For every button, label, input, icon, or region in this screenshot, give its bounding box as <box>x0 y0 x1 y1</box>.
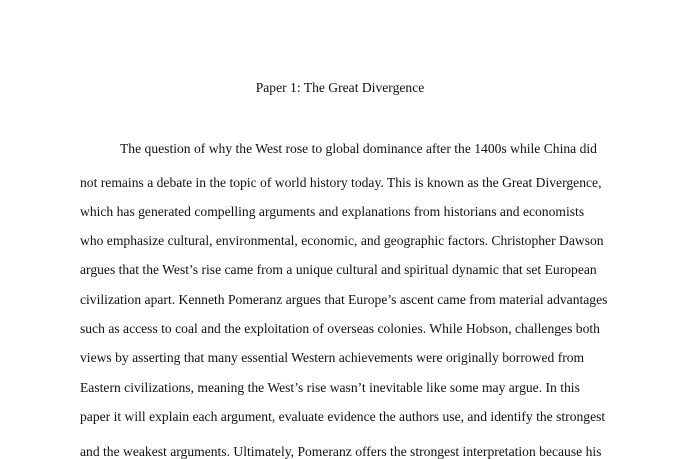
paragraph-line: which has generated compelling arguments and explanations from historians and economists <box>80 204 585 219</box>
paragraph-line: and the weakest arguments. Ultimately, Pomeranz offers the strongest interpretation because his <box>80 444 602 459</box>
paragraph-line: civilization apart. Kenneth Pomeranz argues that Europe’s ascent came from material advantages <box>80 292 608 307</box>
paragraph-line: argues that the West’s rise came from a unique cultural and spiritual dynamic that set European <box>80 262 597 277</box>
paragraph-line: paper it will explain each argument, evaluate evidence the authors use, and identify the strongest <box>80 409 606 424</box>
paragraph-line: Eastern civilizations, meaning the West’s rise wasn’t inevitable like some may argue. In this <box>80 380 580 395</box>
paragraph-line: not remains a debate in the topic of world history today. This is known as the Great Divergence, <box>80 175 602 190</box>
paragraph-line: such as access to coal and the exploitation of overseas colonies. While Hobson, challenges both <box>80 321 600 336</box>
paragraph-line: The question of why the West rose to global dominance after the 1400s while China did <box>120 141 597 156</box>
paper-title: Paper 1: The Great Divergence <box>255 80 425 95</box>
paragraph-line: who emphasize cultural, environmental, economic, and geographic factors. Christopher Dawson <box>80 233 604 248</box>
paragraph-line: views by asserting that many essential Western achievements were originally borrowed from <box>80 350 585 365</box>
